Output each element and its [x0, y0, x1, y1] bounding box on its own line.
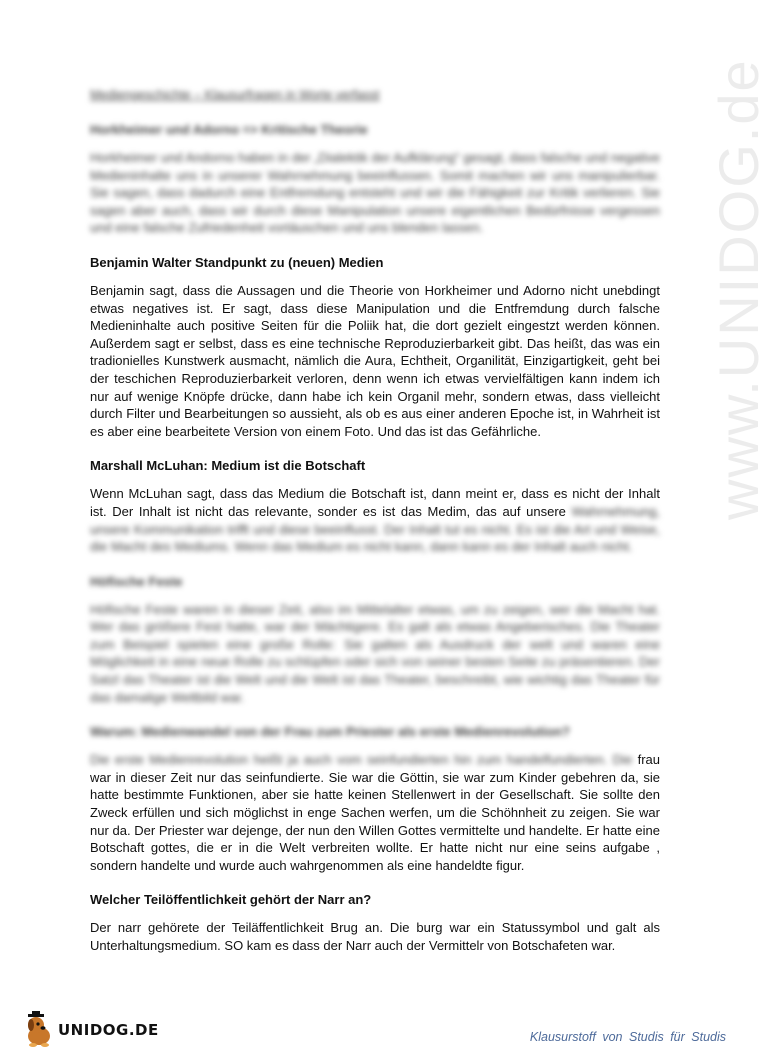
footer-tagline: Klausurstoff von Studis für Studis: [529, 1030, 726, 1044]
dog-icon: [22, 1012, 56, 1048]
medienwandel-clear-text: frau war in dieser Zeit nur das seinfundierte. Sie war die Göttin, sie war zum Kinder gebehren da, sie hatte bestimmte Funktionen, aber sie hatte keinen Stellenwert in der Gesellschaft. Sie sollte den Zweck erfüllen und sich möglichst in enge Sachen werfen, um die Schöhnheit zu zeigen. Sie war nur da. Der Priester war dejenge, der nun den Willen Gottes vermittelte und handelte. Er hatte eine Botschaft gottes, die er in die Welt verbreiten wollte. Er hatte nicht nur eine seins aufgabe , sondern handelte und wurde auch wahrgenommen als eine handeldte figur.: [90, 752, 660, 873]
watermark-text: www.UNIDOG.de: [707, 58, 770, 520]
document-header: Mediengeschichte – Klausurfragen in Worte verfasst: [90, 88, 380, 102]
section-body-narr: Der narr gehörete der Teiläffentlichkeit Brug an. Die burg war ein Statussymbol und galt als Unterhaltungsmedium. SO kam es dass der Narr auch der Vermittelr von Botschafeten war.: [90, 920, 660, 953]
watermark: [706, 58, 770, 530]
document-page: [90, 88, 660, 973]
section-body-mcluhan: [90, 485, 660, 555]
section-heading-mcluhan: Marshall McLuhan: Medium ist die Botschaft: [90, 458, 366, 474]
unidog-logo: [22, 1012, 159, 1048]
section-heading-hoefische-feste: Höfische Feste: [90, 573, 183, 589]
section-heading-benjamin: Benjamin Walter Standpunkt zu (neuen) Medien: [90, 254, 384, 270]
section-body-benjamin: Benjamin sagt, dass die Aussagen und die Theorie von Horkheimer und Adorno nicht unebdingt etwas negatives ist. Er sagt, dass diese Manipulation und die Entfremdung durch falsche Medieninhalte auch positive Seiten für die Poliik hat, die dort gezielt eingestzt werden können. Außerdem sagt er selbst, dass es eine technische Reproduzierbarkeit gibt. Das heißt, das was ein tradionielles Kunstwerk ausmacht, nämlich die Aura, Echtheit, Organilität, Einzigartigkeit, geht bei der teschichen Reproduzierbarkeit verloren, denn wenn ich etwas vervielfältigen kann indem ich nur auf wenige Knöpfe drücke, dann habe ich kein Organil mehr, sondern etwas, dass vielleicht durch Filter und Bearbeitungen so aussieht, als ob es aus einer anderen Epoche ist, in Wahrheit ist es aber eine bearbeitete Version von einem Foto. Und das ist das Gefährliche.: [90, 282, 660, 439]
section-heading-narr: Welcher Teilöffentlichkeit gehört der Narr an?: [90, 892, 372, 908]
section-body-hoefische-feste: Höfische Feste waren in dieser Zeit, also im Mittelalter etwas, um zu zeigen, wer die Macht hat. Wer das größere Fest hatte, war der Mächtigere. Es galt als etwas Angeberisches. Die Theater zum Beispiel spielen eine große Rolle: Sie galten als Ausdruck der welt und waren eine Möglichkeit in eine neue Rolle zu schlüpfen oder sich von seiner besten Seite zu präsentieren. Der Satzl das Theater ist die Welt und die Welt ist das Theater, beschreibt, wie wichtig das Theater für das damalige Weltbild war.: [90, 601, 660, 705]
logo-text: UNIDOG.DE: [58, 1021, 159, 1039]
section-body-horkheimer: Horkheimer und Andorno haben in der „Dialektik der Aufklärung“ gesagt, dass falsche und negative Medieninhalte uns in unserer Wahrnehmung beeinflussen. Somit machen wir uns manipulierbar. Sie sagen, dass dadurch eine Entfremdung entsteht und wir die Fähigkeit zur Kritik verlieren. Sie sagen aber auch, dass wir durch diese Manipulation unsere eigentlichen Bedürfnisse vergessen und eine falsche Zufriedenheit vortäuschen und uns blenden lassen.: [90, 150, 660, 236]
mcluhan-blurred-text: Wahrnehmung, unsere Kommunikation trifft und diese beeinflusst. Der Inhalt tut es nicht. Es ist die Art und Weise, die Macht des Mediums. Wenn das Medium es nicht kann, dann kann es der Inhalt auch nicht.: [90, 503, 660, 555]
section-heading-medienwandel: Warum: Medienwandel von der Frau zum Priester als erste Medienrevolution?: [90, 724, 570, 740]
section-heading-horkheimer: Horkheimer und Adorno => Kritische Theorie: [90, 122, 368, 137]
mcluhan-clear-text: Wenn McLuhan sagt, dass das Medium die Botschaft ist, dann meint er, dass es nicht der Inhalt ist. Der Inhalt ist nicht das relevante, sonder es ist das Medim, das auf unsere: [90, 486, 660, 519]
medienwandel-blurred-text: Die erste Medienrevolution heißt ja auch vom seinfundierten hin zum handelfundierten. Die: [90, 752, 633, 768]
section-body-medienwandel: [90, 751, 660, 874]
